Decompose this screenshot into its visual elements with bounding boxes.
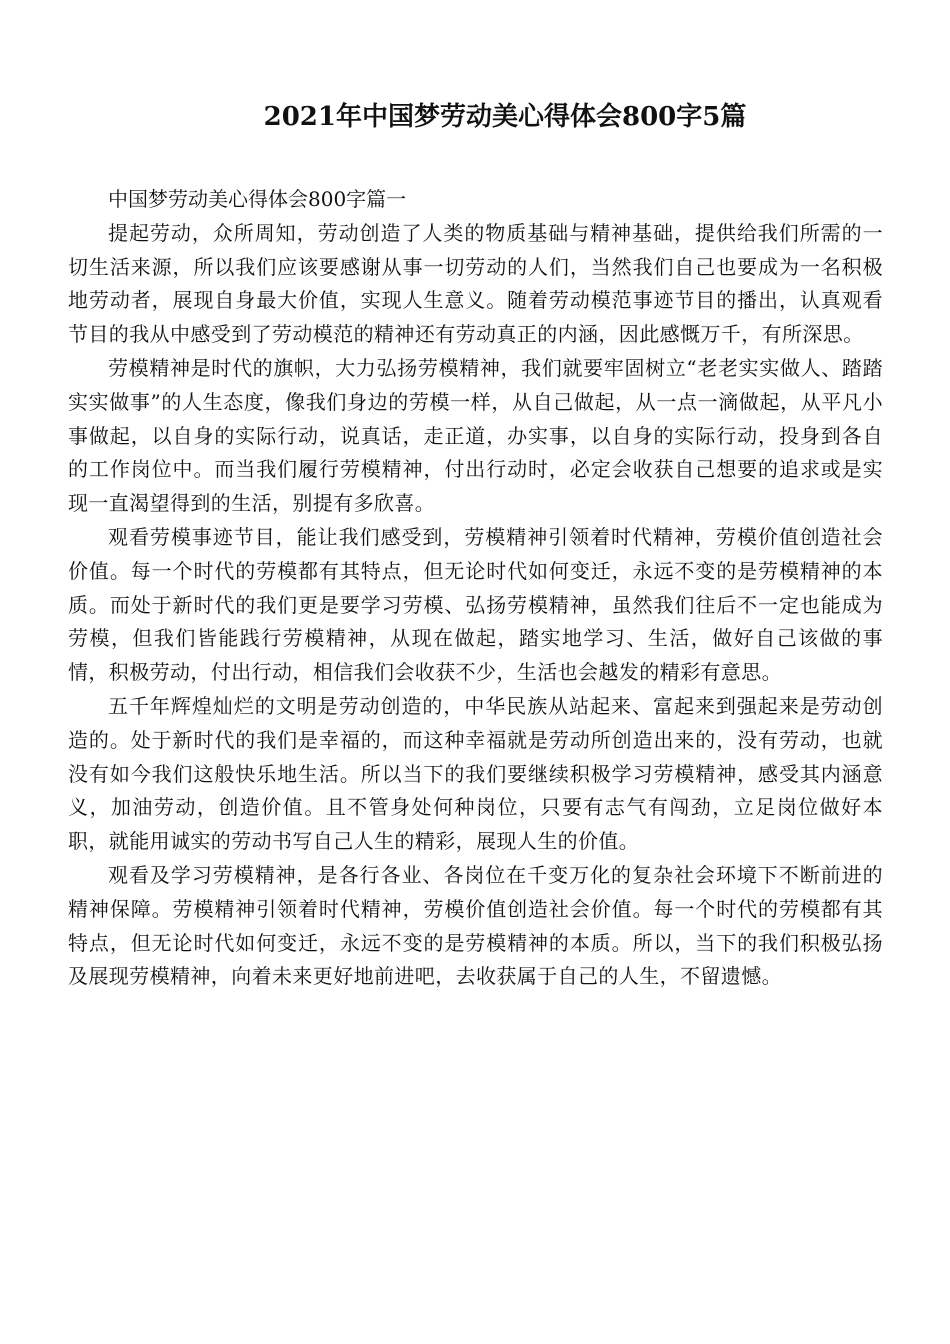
paragraph-5: 观看及学习劳模精神，是各行各业、各岗位在千变万化的复杂社会环境下不断前进的精神保障。劳模精神引领着时代精神，劳模价值创造社会价值。每一个时代的劳模都有其特点，但无论时代如何变迁，永远不变的是劳模精神的本质。所以，当下的我们积极弘扬及展现劳模精神，向着未来更好地前进吧，去收获属于自己的人生，不留遗憾。 bbox=[68, 862, 883, 989]
paragraph-2: 劳模精神是时代的旗帜，大力弘扬劳模精神，我们就要牢固树立“老老实实做人、踏踏实实做事”的人生态度，像我们身边的劳模一样，从自己做起，从一点一滴做起，从平凡小事做起，以自身的实际行动，说真话，走正道，办实事，以自身的实际行动，投身到各自的工作岗位中。而当我们履行劳模精神，付出行动时，必定会收获自己想要的追求或是实现一直渴望得到的生活，别提有多欣喜。 bbox=[68, 355, 883, 516]
document-body bbox=[68, 183, 883, 994]
paragraph-3: 观看劳模事迹节目，能让我们感受到，劳模精神引领着时代精神，劳模价值创造社会价值。每一个时代的劳模都有其特点，但无论时代如何变迁，永远不变的是劳模精神的本质。而处于新时代的我们更是要学习劳模、弘扬劳模精神，虽然我们往后不一定也能成为劳模，但我们皆能践行劳模精神，从现在做起，踏实地学习、生活，做好自己该做的事情，积极劳动，付出行动，相信我们会收获不少，生活也会越发的精彩有意思。 bbox=[68, 524, 883, 685]
paragraph-1: 提起劳动，众所周知，劳动创造了人类的物质基础与精神基础，提供给我们所需的一切生活来源，所以我们应该要感谢从事一切劳动的人们，当然我们自己也要成为一名积极地劳动者，展现自身最大价值，实现人生意义。随着劳动模范事迹节目的播出，认真观看节目的我从中感受到了劳动模范的精神还有劳动真正的内涵，因此感慨万千，有所深思。 bbox=[68, 220, 883, 347]
section-heading: 中国梦劳动美心得体会800字篇一 bbox=[108, 187, 407, 211]
paragraph-4: 五千年辉煌灿烂的文明是劳动创造的，中华民族从站起来、富起来到强起来是劳动创造的。处于新时代的我们是幸福的，而这种幸福就是劳动所创造出来的，没有劳动，也就没有如今我们这般快乐地生活。所以当下的我们要继续积极学习劳模精神，感受其内涵意义，加油劳动，创造价值。且不管身处何种岗位，只要有志气有闯劲，立足岗位做好本职，就能用诚实的劳动书写自己人生的精彩，展现人生的价值。 bbox=[68, 693, 883, 854]
document-title: 2021年中国梦劳动美心得体会800字5篇 bbox=[263, 102, 747, 132]
